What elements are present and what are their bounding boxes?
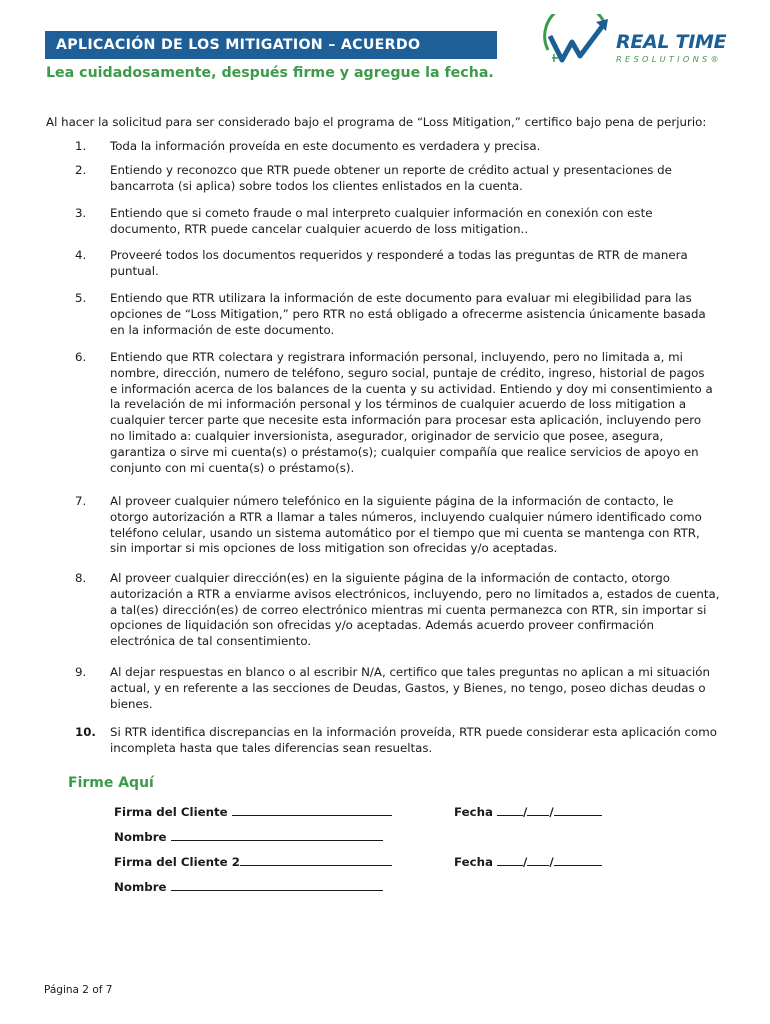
intro-paragraph: Al hacer la solicitud para ser considerado bajo el programa de “Loss Mitigation,” certifico bajo pena de perjurio: <box>46 115 707 129</box>
item-text-line: conjunto con mi cuenta(s) o préstamo(s). <box>110 460 355 475</box>
item-text-line: la revelación de mi información personal y los términos de cualquier acuerdo de loss mitigation a <box>110 397 687 412</box>
item-number: 8. <box>75 571 87 585</box>
item-number: 3. <box>75 206 87 220</box>
item-text-line: incompleta hasta que tales diferencias sean resueltas. <box>110 740 433 755</box>
item-text <box>110 665 710 712</box>
item-number: 2. <box>75 163 87 177</box>
client-signature-field[interactable]: Firma del Cliente <box>114 803 392 819</box>
item-text <box>110 494 702 557</box>
item-text <box>110 248 688 280</box>
item-text-line: cualquier tercer parte que necesite esta información para procesar esta aplicación, incluyendo pero <box>110 413 702 428</box>
item-number: 6. <box>75 350 87 364</box>
item-text-line: Al proveer cualquier dirección(es) en la siguiente página de la información de contacto, otorgo <box>110 571 670 585</box>
item-text-line: nombre, dirección, numero de teléfono, seguro social, puntaje de crédito, ingreso, historial de pagos <box>110 365 705 380</box>
section-title: APLICACIÓN DE LOS MITIGATION – ACUERDO <box>56 37 421 53</box>
client-name-field[interactable]: Nombre <box>114 828 383 844</box>
item-text <box>110 163 680 195</box>
logo-name: REAL TIME <box>616 31 727 53</box>
item-text-line: sin importar si mis opciones de loss mitigation son ofrecidas y/o aceptadas. <box>110 541 558 556</box>
item-text <box>110 350 713 476</box>
item-text-line: bienes. <box>110 696 153 711</box>
item-text-line: garantiza o sirve mi cuenta(s) o préstamo(s); cualquier compañía que realice servicios de apoyo en <box>110 444 699 459</box>
item-text-line: Al dejar respuestas en blanco o al escribir N/A, certifico que tales preguntas no aplican a mi situación <box>110 665 710 679</box>
signature-line[interactable] <box>240 853 392 866</box>
signature-line[interactable] <box>232 803 392 816</box>
client2-name-field[interactable]: Nombre <box>114 878 383 894</box>
page-number: Página 2 of 7 <box>44 984 113 996</box>
item-text-line: opciones de “Loss Mitigation,” pero RTR no está obligado a ofrecerme asistencia únicamente basada <box>110 306 706 321</box>
item-text-line: actual, y en referente a las secciones de Deudas, Gastos, y Bienes, no tengo, poseo dichas deudas o <box>110 680 706 695</box>
company-logo <box>542 14 732 66</box>
instructions-subtitle: Lea cuidadosamente, después firme y agregue la fecha. <box>46 65 494 81</box>
item-number: 5. <box>75 291 87 305</box>
logo-tagline: RESOLUTIONS® <box>616 54 723 64</box>
item-text <box>110 139 680 155</box>
client2-signature-field[interactable]: Firma del Cliente 2 <box>114 853 392 869</box>
sign-here-heading: Firme Aquí <box>68 775 154 791</box>
item-text <box>110 206 680 238</box>
item-text <box>110 571 720 650</box>
item-text-line: puntual. <box>110 263 159 278</box>
item-text <box>110 291 706 338</box>
item-text-line: electrónica de tal consentimiento. <box>110 634 312 649</box>
item-text-line: no limitado a: cualquier inversionista, asegurador, originador de servicio que posee, asegura, <box>110 428 664 443</box>
item-text <box>110 725 717 757</box>
item-text-line: a tal(es) dirección(es) de correo electrónico mientras mi cuenta permanezca con RTR, sin importar si <box>110 602 707 617</box>
item-text-line: autorización a RTR a enviarme avisos electrónicos, incluyendo, pero no limitados a, estados de cuenta, <box>110 586 720 601</box>
item-text-line: Entiendo que RTR utilizara la información de este documento para evaluar mi elegibilidad para las <box>110 291 692 305</box>
item-number: 10. <box>75 725 96 739</box>
item-number: 4. <box>75 248 87 262</box>
item-text-line: Entiendo y reconozco que RTR puede obtener un reporte de crédito actual y presentaciones de <box>110 163 672 177</box>
name-line[interactable] <box>171 828 383 841</box>
item-text-line: documento, RTR puede cancelar cualquier acuerdo de loss mitigation.. <box>110 221 529 236</box>
item-text-line: en la información de este documento. <box>110 322 335 337</box>
item-text-line: Proveeré todos los documentos requeridos y responderé a todas las preguntas de RTR de manera <box>110 248 688 262</box>
item-number: 7. <box>75 494 87 508</box>
item-text-line: teléfono celular, usando un sistema automático por el tiempo que mi cuenta se mantenga con RTR, <box>110 525 700 540</box>
section-title-bar <box>45 31 497 59</box>
item-number: 9. <box>75 665 87 679</box>
item-text-line: Entiendo que si cometo fraude o mal interpreto cualquier información en conexión con este <box>110 206 653 220</box>
logo-mark-icon <box>542 14 622 66</box>
item-text-line: Entiendo que RTR colectara y registrara información personal, incluyendo, pero no limitada a, mi <box>110 350 683 364</box>
item-text-line: Si RTR identifica discrepancias en la información proveída, RTR puede considerar esta aplicación como <box>110 725 717 739</box>
item-text-line: e información acerca de los balances de la cuenta y su actividad. Entiendo y doy mi consentimiento a <box>110 381 713 396</box>
item-text-line: opciones de liquidación son ofrecidas y/o aceptadas. Además acuerdo proveer confirmación <box>110 618 654 633</box>
item-text-line: otorgo autorización a RTR a llamar a tales números, incluyendo cualquier número identificado como <box>110 509 702 524</box>
name-line[interactable] <box>171 878 383 891</box>
item-text-line: bancarrota (si aplica) sobre todos los clientes enlistados en la cuenta. <box>110 178 523 193</box>
item-text-line: Al proveer cualquier número telefónico en la siguiente página de la información de contacto, le <box>110 494 674 508</box>
date-field-2[interactable]: Fecha / / <box>454 853 602 869</box>
item-number: 1. <box>75 139 87 153</box>
date-field[interactable]: Fecha / / <box>454 803 602 819</box>
item-text-line: Toda la información proveída en este documento es verdadera y precisa. <box>110 139 541 153</box>
